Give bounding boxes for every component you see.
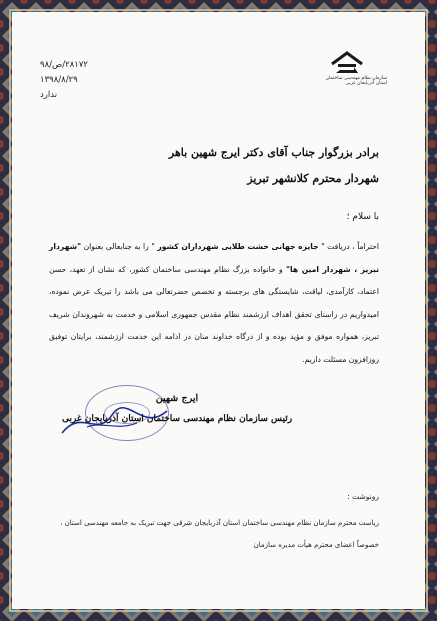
organization-logo (307, 50, 387, 102)
reference-number: ۲۸۱۷۲/ص/۹۸ (40, 60, 88, 70)
addressee-title: شهردار محترم کلانشهر تبریز (247, 172, 379, 185)
reference-attachment: ندارد (40, 90, 58, 100)
signatory-role: رئیس سازمان نظام مهندسی ساختمان استان آذربایجان غربی (61, 414, 293, 424)
logo-line-1: سازمان نظام مهندسی ساختمان (325, 76, 387, 81)
logo-line-2: استان آذربایجان غربی (345, 81, 387, 86)
addressee (49, 140, 379, 192)
cc-recipients: ریاست محترم سازمان نظام مهندسی ساختمان استان آذربایجان شرقی جهت تبریک به جامعه مهندسی استان ، خصوصاً اعضای محترم هیأت مدیره سازمان (60, 519, 379, 549)
signatory-name: ایرج شهین (155, 393, 199, 404)
reference-block (40, 58, 170, 103)
reference-date: ۱۳۹۸/۸/۲۹ (40, 75, 78, 85)
body-mid: " را به جنابعالی بعنوان (81, 242, 158, 251)
body-rest: و خانواده بزرگ نظام مهندسی ساختمان کشور، که نشان از تعهد، حسن اعتماد، کارآمدی، لیاقت، شایستگی های برجسته و تخصص حضرتعالی می باشد را تبریک عرض نموده، امیدواریم در راستای تحقق اهداف ارزشمند نظام مقدس جمهوری اسلامی و خدمت به شهروندان شریف تبریز، همواره موفق و مؤید بوده و از درگاه خداوند منان در ادامه این خدمت ارزشمند، برایتان توفیق روزافزون مسئلت داریم. (49, 264, 379, 364)
letter-body (49, 236, 379, 371)
cc-label: رونوشت : (347, 492, 379, 501)
signature-block (47, 393, 307, 424)
greeting: با سلام ؛ (346, 212, 379, 222)
body-intro: احتراماً ، دریافت " (318, 242, 379, 251)
honorary-title: "شهردار تبریز ، شهردار امین ها" (49, 242, 379, 274)
award-name: جایزه جهانی خشت طلایی شهرداران کشور (157, 242, 319, 251)
building-logo-icon (330, 50, 364, 76)
addressee-name: برادر بزرگوار جناب آقای دکتر ایرج شهین باهر (168, 146, 379, 159)
